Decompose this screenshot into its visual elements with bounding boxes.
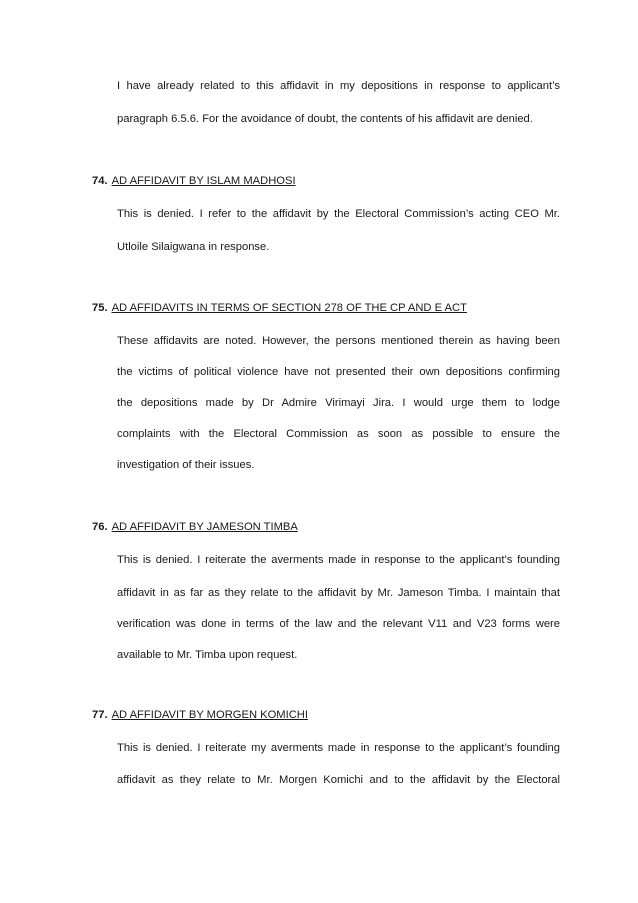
section-title: AD AFFIDAVIT BY ISLAM MADHOSI xyxy=(111,175,296,187)
section-number: 77. xyxy=(92,709,108,721)
section-75-line: the victims of political violence have not presented their own depositions confirming xyxy=(117,366,560,378)
section-heading-76 xyxy=(92,520,298,534)
section-heading-74 xyxy=(92,174,296,188)
intro-line: paragraph 6.5.6. For the avoidance of doubt, the contents of his affidavit are denied. xyxy=(117,113,533,125)
section-76-line: affidavit in as far as they relate to the affidavit by Mr. Jameson Timba. I maintain that xyxy=(117,587,560,599)
section-number: 75. xyxy=(92,302,108,314)
section-75-line: investigation of their issues. xyxy=(117,459,255,471)
section-heading-75 xyxy=(92,301,467,315)
section-75-line: complaints with the Electoral Commission as soon as possible to ensure the xyxy=(117,428,560,440)
intro-line: I have already related to this affidavit in my depositions in response to applicant’s xyxy=(117,80,560,92)
section-76-line: available to Mr. Timba upon request. xyxy=(117,649,298,661)
section-title: AD AFFIDAVIT BY JAMESON TIMBA xyxy=(111,521,298,533)
section-77-line: affidavit as they relate to Mr. Morgen Komichi and to the affidavit by the Electoral xyxy=(117,774,560,786)
section-title: AD AFFIDAVITS IN TERMS OF SECTION 278 OF THE CP AND E ACT xyxy=(111,302,467,314)
section-number: 76. xyxy=(92,521,108,533)
section-75-line: These affidavits are noted. However, the persons mentioned therein as having been xyxy=(117,335,560,347)
section-77-line: This is denied. I reiterate my averments made in response to the applicant’s founding xyxy=(117,742,560,754)
section-76-line: This is denied. I reiterate the averments made in response to the applicant’s founding xyxy=(117,554,560,566)
section-title: AD AFFIDAVIT BY MORGEN KOMICHI xyxy=(111,709,308,721)
section-heading-77 xyxy=(92,708,308,722)
section-number: 74. xyxy=(92,175,108,187)
section-74-line: Utloile Silaigwana in response. xyxy=(117,241,270,253)
section-75-line: the depositions made by Dr Admire Virimayi Jira. I would urge them to lodge xyxy=(117,397,560,409)
section-74-line: This is denied. I refer to the affidavit by the Electoral Commission’s acting CEO Mr. xyxy=(117,208,560,220)
section-76-line: verification was done in terms of the law and the relevant V11 and V23 forms were xyxy=(117,618,560,630)
